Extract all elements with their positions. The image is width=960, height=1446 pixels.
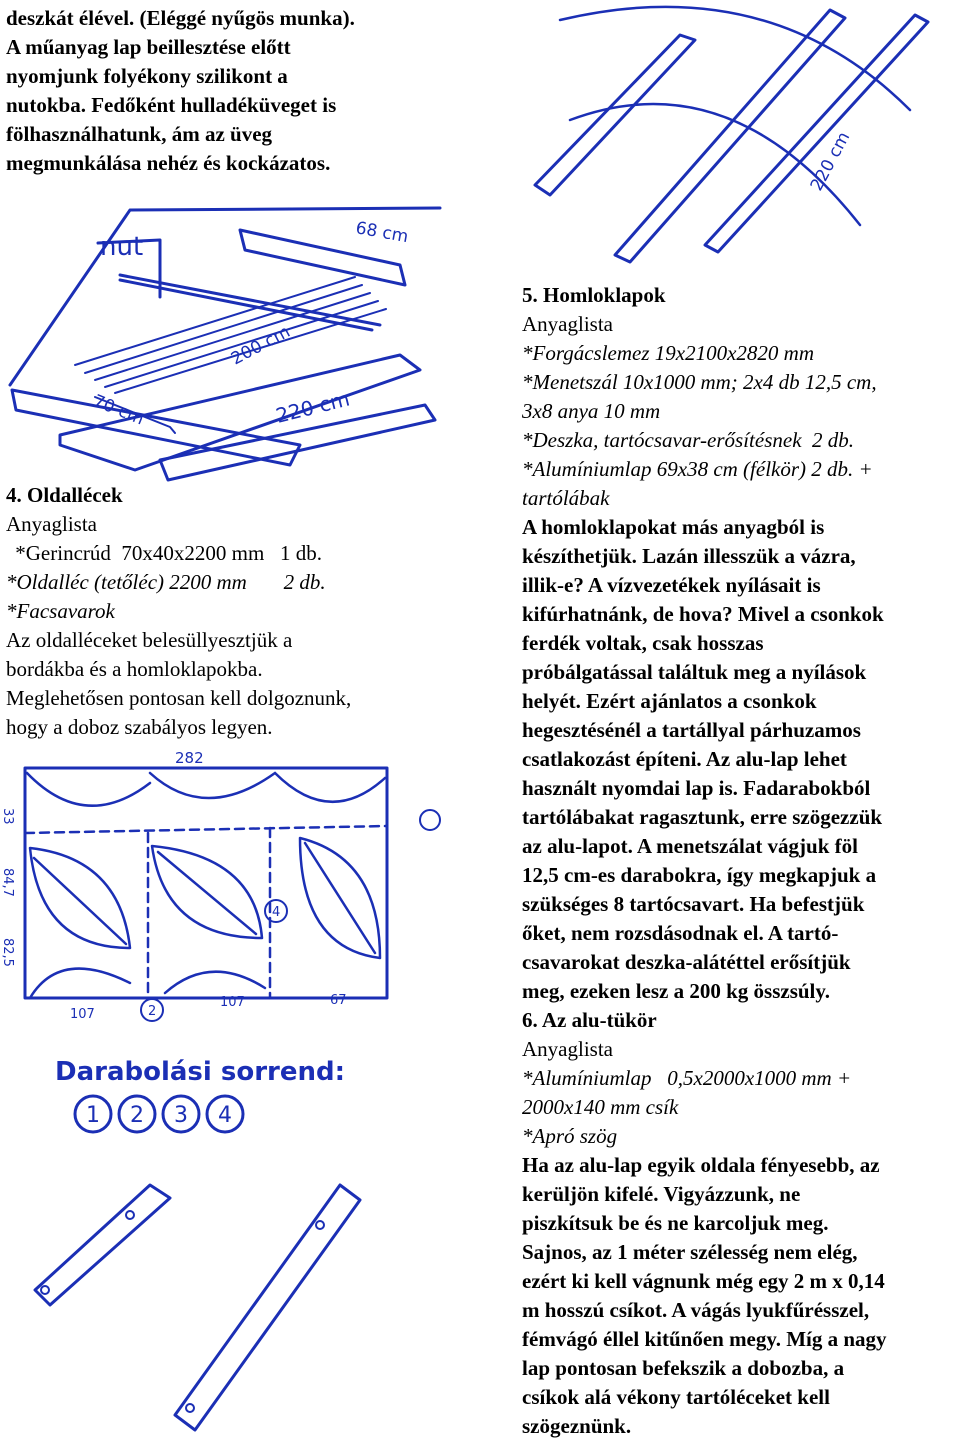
section5-list-line: 3x8 anya 10 mm (522, 399, 661, 423)
cut-67-label: 67 (330, 993, 347, 1008)
section5-list-line: *Alumíniumlap 69x38 cm (félkör) 2 db. + (522, 457, 873, 481)
section6-body-line: Ha az alu-lap egyik oldala fényesebb, az (522, 1153, 880, 1177)
section6-body-line: lap pontosan befekszik a dobozba, a (522, 1356, 845, 1380)
section5-body-line: helyét. Ezért ajánlatos a csonkok (522, 689, 817, 713)
section6-list (522, 1064, 851, 1151)
section5-list-line: *Deszka, tartócsavar-erősítésnek 2 db. (522, 428, 855, 452)
section6-body-line: kerüljön kifelé. Vigyázzunk, ne (522, 1182, 801, 1206)
support-legs-sketch (30, 1180, 370, 1440)
section4-body-line: Az oldalléceket belesüllyesztjük a (6, 628, 293, 652)
section5-body-line: 12,5 cm-es darabokra, így megkapjuk a (522, 863, 877, 887)
section4-list-2: *Oldalléc (tetőléc) 2200 mm 2 db. (6, 570, 326, 594)
order-title: Darabolási sorrend: (55, 1057, 345, 1087)
section6-list-line: 2000x140 mm csík (522, 1095, 679, 1119)
section5-body-line: szükséges 8 tartócsavart. Ha befestjük (522, 892, 865, 916)
section4-subheading: Anyaglista (6, 512, 97, 536)
section6-subheading: Anyaglista (522, 1037, 613, 1061)
section4-body (6, 626, 351, 742)
section5-body-line: meg, ezeken lesz a 200 kg összsúly. (522, 979, 830, 1003)
dim-200-label: 200 cm (227, 321, 294, 370)
section5-body-line: kifúrhatnánk, de hova? Mivel a csonkok (522, 602, 884, 626)
dim-220-top-label: 220 cm (806, 128, 855, 195)
section4-heading: 4. Oldallécek (6, 483, 123, 507)
section5-subheading: Anyaglista (522, 312, 613, 336)
order-num-2: 2 (130, 1103, 144, 1128)
section4-body-line: hogy a doboz szabályos legyen. (6, 715, 273, 739)
section5-body-line: az alu-lapot. A menetszálat vágjuk föl (522, 834, 858, 858)
section4-body-line: bordákba és a homloklapokba. (6, 657, 263, 681)
section5-body-line: használt nyomdai lap is. Fadarabokból (522, 776, 871, 800)
section6-body (522, 1151, 887, 1441)
dim-68-label: 68 cm (354, 218, 410, 248)
section6-heading: 6. Az alu-tükör (522, 1008, 657, 1032)
section5-body-line: illik-e? A vízvezetékek nyílásait is (522, 573, 821, 597)
section6-body-line: m hosszú csíkot. A vágás lyukfűrésszel, (522, 1298, 870, 1322)
cut-847-label: 84,7 (0, 868, 15, 897)
order-num-3: 3 (174, 1103, 188, 1128)
cut-282-label: 282 (175, 749, 204, 767)
section6-body-line: Sajnos, az 1 méter szélesség nem elég, (522, 1240, 858, 1264)
section5-list-line: tartólábak (522, 486, 610, 510)
section5-list-line: *Forgácslemez 19x2100x2820 mm (522, 341, 815, 365)
dim-70-label: 70 cm (90, 391, 147, 430)
cut-33-label: 33 (0, 808, 15, 825)
rails-sketch (530, 0, 960, 270)
section5-heading: 5. Homloklapok (522, 283, 666, 307)
intro-line: fölhasználhatunk, ám az üveg (6, 122, 273, 146)
intro-line: nyomjunk folyékony szilikont a (6, 64, 288, 88)
intro-line: A műanyag lap beillesztése előtt (6, 35, 291, 59)
section5-body-line: készíthetjük. Lazán illesszük a vázra, (522, 544, 856, 568)
intro-line: deszkát élével. (Eléggé nyűgös munka). (6, 6, 355, 30)
section4-list-1: *Gerincrúd 70x40x2200 mm 1 db. (10, 541, 323, 565)
section6-list-line: *Apró szög (522, 1124, 618, 1148)
section5-list (522, 339, 877, 513)
section5-body-line: tartólábakat ragasztunk, erre szögezzük (522, 805, 883, 829)
order-num-1: 1 (86, 1103, 100, 1128)
section6-body-line: piszkítsuk be és ne karcoljuk meg. (522, 1211, 829, 1235)
section6-body-line: fémvágó éllel kitűnően megy. Míg a nagy (522, 1327, 887, 1351)
cutting-order-sketch (55, 1048, 395, 1138)
section6-body-line: csíkok alá vékony tartóléceket kell (522, 1385, 830, 1409)
section5-body-line: ferdék voltak, csak hosszas (522, 631, 764, 655)
intro-line: nutokba. Fedőként hulladéküveget is (6, 93, 337, 117)
section5-body-line: csavarokat deszka-alátéttel erősítjük (522, 950, 851, 974)
intro-line: megmunkálása nehéz és kockázatos. (6, 151, 331, 175)
board-sketch (0, 205, 440, 495)
nut-label: nut (100, 232, 144, 262)
cut-107a-label: 107 (70, 1007, 95, 1022)
section6-list-line: *Alumíniumlap 0,5x2000x1000 mm + (522, 1066, 852, 1090)
section4-list-3: *Facsavarok (6, 599, 115, 623)
dim-220-label: 220 cm (273, 386, 352, 428)
section5-body-line: próbálgatással találtuk meg a nyílások (522, 660, 867, 684)
section5-list-line: *Menetszál 10x1000 mm; 2x4 db 12,5 cm, (522, 370, 877, 394)
cutting-plan-sketch (0, 748, 460, 1088)
section5-body-line: hegesztésénél a tartállyal párhuzamos (522, 718, 861, 742)
section5-body-line: csatlakozást építeni. Az alu-lap lehet (522, 747, 847, 771)
cut-n2-label: 2 (148, 1004, 157, 1019)
cut-825-label: 82,5 (0, 938, 15, 967)
intro-paragraph (6, 4, 355, 178)
section6-body-line: szögeznünk. (522, 1414, 632, 1438)
cut-107b-label: 107 (220, 995, 245, 1010)
section4-body-line: Meglehetősen pontosan kell dolgoznunk, (6, 686, 352, 710)
section6-body-line: ezért ki kell vágnunk még egy 2 m x 0,14 (522, 1269, 885, 1293)
section5-body-line: A homloklapokat más anyagból is (522, 515, 825, 539)
cut-n4-label: 4 (272, 905, 281, 920)
section5-body (522, 513, 884, 1006)
order-num-4: 4 (218, 1103, 232, 1128)
section5-body-line: őket, nem rozsdásodnak el. A tartó- (522, 921, 839, 945)
